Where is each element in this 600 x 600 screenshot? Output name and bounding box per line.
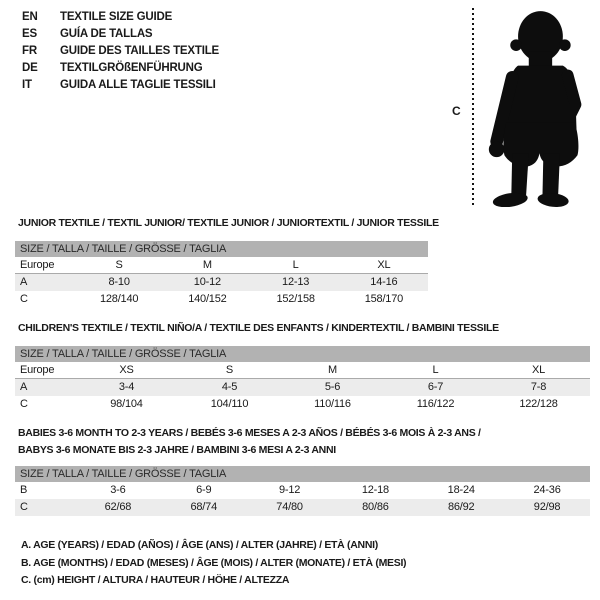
guide-title-de: TEXTILGRÖßENFÜHRUNG: [60, 62, 203, 74]
size-header-cell: L: [292, 259, 299, 271]
row-label: A: [20, 381, 28, 393]
value-cell: 10-12: [193, 276, 221, 288]
value-cell: 104/110: [210, 398, 249, 410]
guide-title-it: GUIDA ALLE TAGLIE TESSILI: [60, 79, 216, 91]
value-cell: 140/152: [188, 293, 227, 305]
size-header-cell: XL: [531, 364, 546, 376]
value-cell: 122/128: [519, 398, 558, 410]
value-cell: 18-24: [447, 484, 475, 496]
table-row-region: [15, 362, 590, 379]
size-header-cell: XS: [119, 364, 134, 376]
table-row-region: [15, 257, 428, 274]
babies-title-line2: BABYS 3-6 MONATE BIS 2-3 JAHRE / BAMBINI 3-6 MESI A 2-3 ANNI: [18, 444, 336, 456]
table-row-height: [15, 291, 428, 308]
value-cell: 14-16: [370, 276, 398, 288]
language-code: ES: [22, 28, 37, 40]
value-cell: 80/86: [362, 501, 389, 513]
value-cell: 62/68: [104, 501, 132, 513]
size-header-cell: S: [115, 259, 123, 271]
value-cell: 6-9: [196, 484, 212, 496]
children-size-table: [15, 346, 590, 413]
value-cell: 12-18: [361, 484, 389, 496]
guide-title-fr: GUIDE DES TAILLES TEXTILE: [60, 45, 219, 57]
guide-title-en: TEXTILE SIZE GUIDE: [60, 11, 173, 23]
table-row-age: [15, 274, 428, 291]
footnote-height-cm: C. (cm) HEIGHT / ALTURA / HAUTEUR / HÖHE / ALTEZZA: [21, 574, 290, 586]
row-label: C: [20, 398, 28, 410]
value-cell: 92/98: [533, 501, 561, 513]
table-row-age-months: [15, 482, 590, 499]
value-cell: 158/170: [364, 293, 404, 305]
size-header-cell: M: [328, 364, 337, 376]
value-cell: 98/104: [110, 398, 143, 410]
junior-table-title: JUNIOR TEXTILE / TEXTIL JUNIOR/ TEXTILE JUNIOR / JUNIORTEXTIL / JUNIOR TESSILE: [18, 217, 439, 229]
value-cell: 7-8: [530, 381, 547, 393]
size-header-cell: M: [202, 259, 212, 271]
row-label: C: [20, 293, 28, 305]
row-label: Europe: [20, 259, 55, 271]
row-label: Europe: [20, 364, 55, 376]
language-row-es: [22, 26, 219, 43]
language-title-list: [22, 9, 219, 94]
size-header-bar: SIZE / TALLA / TAILLE / GRÖSSE / TAGLIA: [15, 346, 590, 362]
language-code: EN: [22, 11, 38, 23]
babies-size-table: [15, 466, 590, 516]
language-code: FR: [22, 45, 37, 57]
babies-title-line1: BABIES 3-6 MONTH TO 2-3 YEARS / BEBÉS 3-6 MESES A 2-3 AÑOS / BÉBÉS 3-6 MOIS À 2-3 ANS /: [18, 427, 481, 439]
size-header-cell: XL: [377, 259, 391, 271]
table-row-height: [15, 396, 590, 413]
junior-size-table: [15, 241, 428, 308]
children-table-title: CHILDREN'S TEXTILE / TEXTIL NIÑO/A / TEXTILE DES ENFANTS / KINDERTEXTIL / BAMBINI TESSILE: [18, 322, 499, 334]
value-cell: 128/140: [99, 293, 139, 305]
value-cell: 152/158: [276, 293, 315, 305]
value-cell: 6-7: [427, 381, 444, 393]
language-row-en: [22, 9, 219, 26]
value-cell: 74/80: [276, 501, 303, 513]
value-cell: 5-6: [324, 381, 341, 393]
language-row-de: [22, 60, 219, 77]
row-label: A: [20, 276, 28, 288]
row-label: B: [20, 484, 28, 496]
footnote-age-years: A. AGE (YEARS) / EDAD (AÑOS) / ÂGE (ANS) / ALTER (JAHRE) / ETÀ (ANNI): [21, 539, 378, 551]
height-measure-dashed-line: [472, 8, 474, 208]
size-header-cell: L: [432, 364, 439, 376]
value-cell: 68/74: [190, 501, 217, 513]
value-cell: 110/116: [314, 398, 351, 410]
language-code: DE: [22, 62, 38, 74]
size-header-bar: SIZE / TALLA / TAILLE / GRÖSSE / TAGLIA: [15, 466, 590, 482]
baby-silhouette-image: [483, 7, 595, 207]
measure-label-c: C: [452, 104, 461, 118]
guide-title-es: GUÍA DE TALLAS: [60, 28, 153, 40]
value-cell: 9-12: [278, 484, 301, 496]
size-header-bar: SIZE / TALLA / TAILLE / GRÖSSE / TAGLIA: [15, 241, 428, 257]
size-header-cell: S: [225, 364, 234, 376]
value-cell: 116/122: [416, 398, 455, 410]
legend-footnotes: [21, 537, 406, 590]
table-row-height: [15, 499, 590, 516]
language-row-it: [22, 77, 219, 94]
value-cell: 12-13: [282, 276, 310, 288]
value-cell: 3-6: [110, 484, 126, 496]
table-row-age: [15, 379, 590, 396]
babies-table-title: [18, 425, 481, 459]
value-cell: 4-5: [221, 381, 238, 393]
value-cell: 3-4: [118, 381, 135, 393]
language-row-fr: [22, 43, 219, 60]
footnote-age-months: B. AGE (MONTHS) / EDAD (MESES) / ÂGE (MOIS) / ALTER (MONATE) / ETÀ (MESI): [21, 556, 407, 569]
language-code: IT: [22, 79, 32, 91]
row-label: C: [20, 501, 28, 513]
value-cell: 86/92: [447, 501, 475, 513]
value-cell: 24-36: [533, 484, 561, 496]
value-cell: 8-10: [108, 276, 130, 288]
